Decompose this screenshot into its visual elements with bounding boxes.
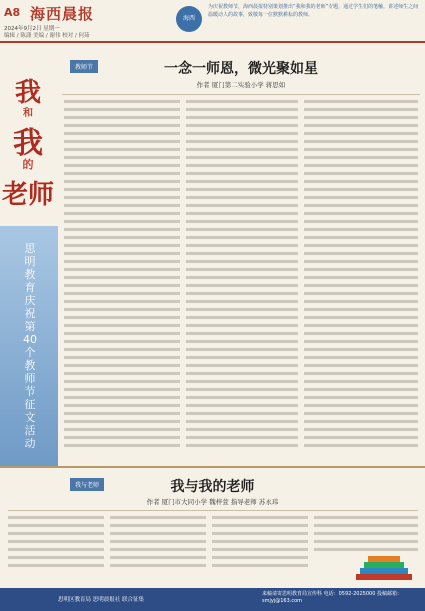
article1-column-2 — [186, 100, 298, 452]
footer-contact: 来稿请寄思明教育局宣传科 电话：0592-2025000 投稿邮箱：smjyj@163.com — [262, 591, 402, 604]
body-text-placeholder — [64, 100, 180, 452]
header-divider — [0, 41, 425, 43]
issue-date: 2024年9月2日 星期一 — [4, 26, 60, 32]
article1-section-label: 教师节 — [70, 60, 98, 73]
page-header — [0, 0, 425, 44]
body-text-placeholder — [186, 100, 298, 452]
body-text-placeholder — [8, 516, 104, 572]
article1-divider — [62, 94, 420, 95]
article2-column-4 — [314, 516, 418, 556]
article1-byline: 作者 厦门第二实验小学 蒋思如 — [196, 81, 286, 89]
banner-vertical-title: 思明教育庆祝第40个教师节征文活动 — [23, 242, 37, 450]
article2-column-3 — [212, 516, 308, 572]
article1-column-1 — [64, 100, 180, 452]
body-text-placeholder — [110, 516, 206, 572]
body-text-placeholder — [314, 516, 418, 556]
page-number: A8 — [4, 6, 21, 19]
feature-banner — [0, 46, 58, 466]
article-separator — [0, 466, 425, 468]
article1-title: 一念一师恩，微光聚如星 — [164, 61, 318, 77]
calligraphy-char: 的 — [22, 158, 34, 171]
article2-divider — [8, 510, 418, 511]
footer-organizers: 思明区教育局 思明晨报社 联合征集 — [58, 597, 144, 603]
calligraphy-char: 老师 — [2, 180, 55, 210]
article2-column-1 — [8, 516, 104, 572]
article2-section-label: 我与老师 — [70, 478, 104, 491]
calligraphy-char: 我 — [14, 78, 41, 108]
article2-column-2 — [110, 516, 206, 572]
lead-paragraph: 为庆祝教师节，海西晨报特别策划推出“我和我的老师”专题，通过学生们的笔触，讲述师生之间温暖动人的故事，致敬每一位默默耕耘的教师。 — [208, 4, 419, 18]
article2-title: 我与我的老师 — [170, 479, 255, 495]
books-illustration — [350, 554, 418, 584]
body-text-placeholder — [212, 516, 308, 572]
article2-byline: 作者 厦门市大同小学 魏梓萱 指导老师 苏永玮 — [146, 498, 279, 506]
editor-credits: 编辑 / 陈潇 美编 / 谢伟 校对 / 何茹 — [4, 33, 90, 39]
calligraphy-char: 和 — [23, 108, 33, 119]
section-tag: 海西 — [176, 6, 202, 32]
body-text-placeholder — [304, 100, 418, 452]
article1-column-3 — [304, 100, 418, 452]
calligraphy-char: 我 — [13, 126, 43, 161]
newspaper-name: 海西晨报 — [30, 5, 95, 23]
